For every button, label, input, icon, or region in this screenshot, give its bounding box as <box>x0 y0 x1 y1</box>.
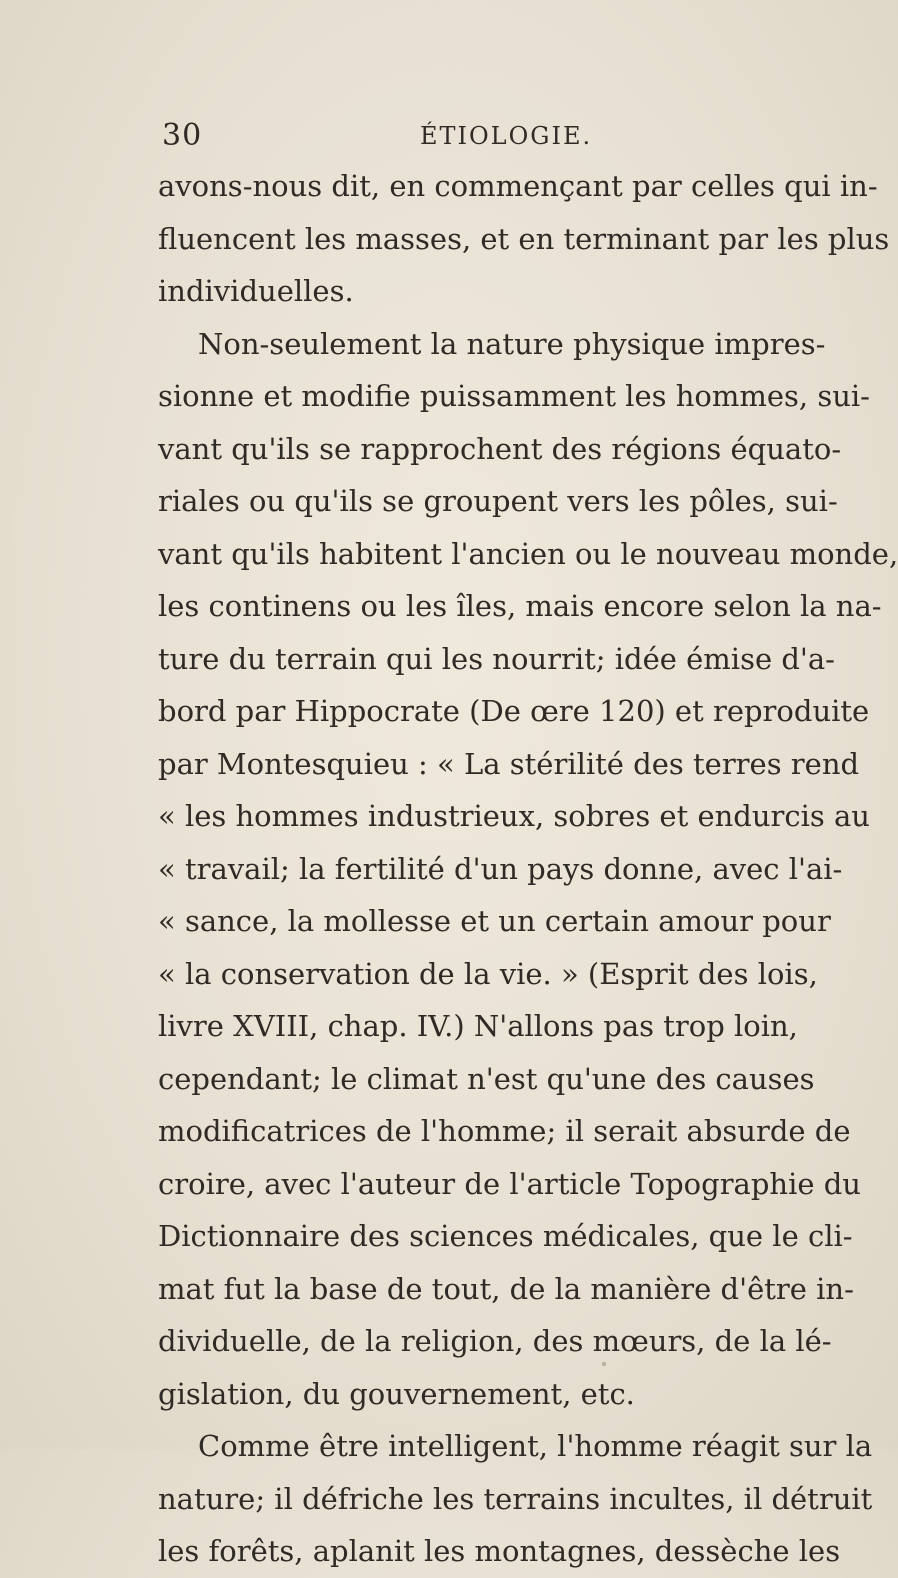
text-line: fluencent les masses, et en terminant par les plus <box>158 221 890 256</box>
text-line: dividuelle, de la religion, des mœurs, de la lé- <box>158 1324 832 1358</box>
page-header <box>162 118 722 158</box>
text-line: sionne et modifie puissamment les hommes, sui- <box>158 379 870 413</box>
text-line: croire, avec l'auteur de l'article Topographie du <box>158 1166 861 1201</box>
text-line: vant qu'ils se rapprochent des régions équato- <box>158 431 842 466</box>
text-line: mat fut la base de tout, de la manière d'être in- <box>158 1271 854 1306</box>
text-line: nature; il défriche les terrains incultes, il détruit <box>158 1481 873 1516</box>
text-line: « les hommes industrieux, sobres et endurcis au <box>158 799 870 833</box>
text-line: ture du terrain qui les nourrit; idée émise d'a- <box>158 641 835 676</box>
text-line: Dictionnaire des sciences médicales, que le cli- <box>158 1219 853 1253</box>
page-number: 30 <box>162 118 203 153</box>
text-line: bord par Hippocrate (De œre 120) et reproduite <box>158 694 870 728</box>
text-line: « sance, la mollesse et un certain amour pour <box>158 904 831 938</box>
text-line: les forêts, aplanit les montagnes, dessèche les <box>158 1534 841 1568</box>
text-line: par Montesquieu : « La stérilité des terres rend <box>158 746 860 781</box>
body-text <box>158 160 898 1578</box>
text-line: « travail; la fertilité d'un pays donne, avec l'ai- <box>158 851 843 886</box>
paper-speck <box>602 1362 606 1366</box>
text-line: cependant; le climat n'est qu'une des causes <box>158 1061 815 1096</box>
text-line: modificatrices de l'homme; il serait absurde de <box>158 1114 851 1148</box>
text-line: « la conservation de la vie. » (Esprit des lois, <box>158 956 818 991</box>
text-line: livre XVIII, chap. IV.) N'allons pas trop loin, <box>158 1009 798 1043</box>
text-line: gislation, du gouvernement, etc. <box>158 1376 635 1411</box>
text-line: avons-nous dit, en commençant par celles qui in- <box>158 169 878 203</box>
text-line: Non-seulement la nature physique impres- <box>198 326 826 361</box>
text-line: vant qu'ils habitent l'ancien ou le nouveau monde, <box>158 536 898 571</box>
text-line: Comme être intelligent, l'homme réagit sur la <box>198 1429 873 1463</box>
text-line: individuelles. <box>158 274 354 308</box>
text-line: les continens ou les îles, mais encore selon la na- <box>158 589 882 623</box>
running-head: ÉTIOLOGIE. <box>420 122 593 150</box>
text-line: riales ou qu'ils se groupent vers les pôles, sui- <box>158 484 838 518</box>
